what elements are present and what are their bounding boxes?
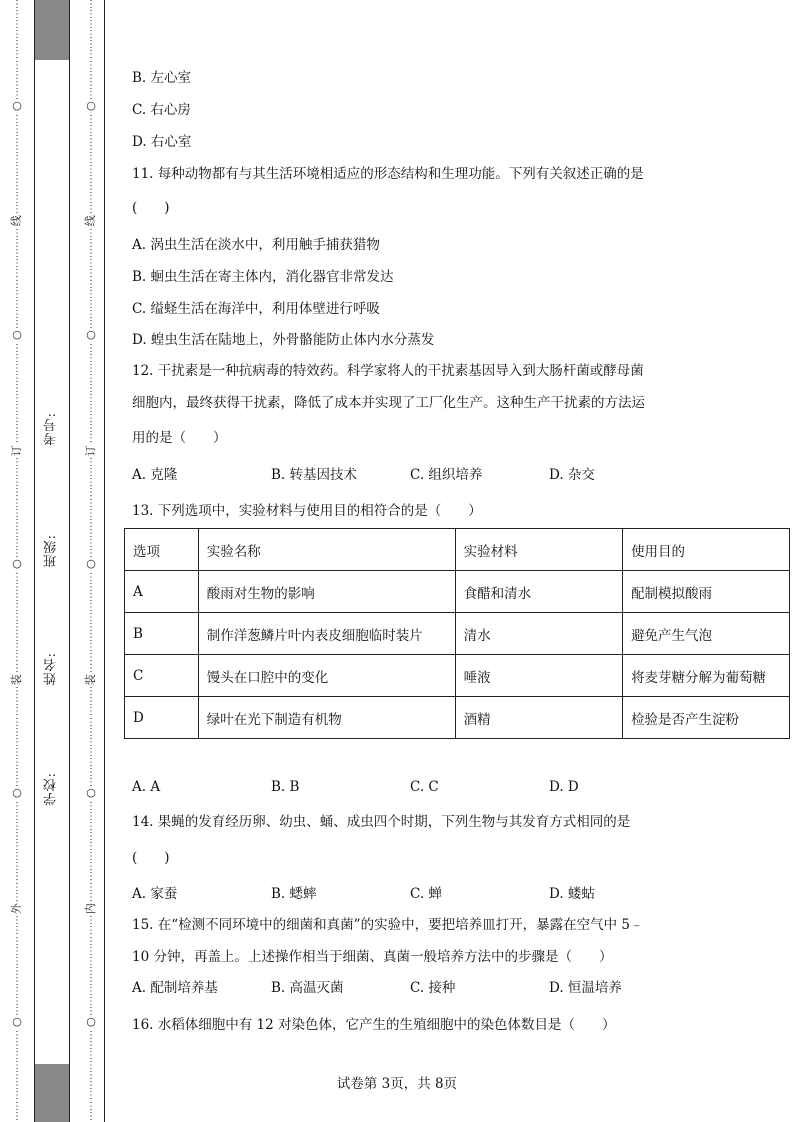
binding-dot: ⋮	[86, 39, 96, 51]
binding-dot: ⋮	[12, 278, 22, 290]
binding-dot: ⋮	[86, 457, 96, 469]
binding-dot: ⋮	[12, 194, 22, 206]
binding-dot: ⋮	[86, 652, 96, 664]
binding-dot: ⋮	[12, 318, 22, 330]
binding-dot: ⋮	[86, 288, 96, 300]
binding-dot: ⋮	[12, 612, 22, 624]
binding-dot: ⋮	[12, 726, 22, 738]
binding-dot: ⋮	[86, 352, 96, 364]
binding-dot: ⋮	[86, 143, 96, 155]
binding-dot: ⋮	[86, 0, 96, 10]
q11-option-c: C. 缢蛏生活在海洋中，利用体壁进行呼吸	[132, 301, 380, 317]
binding-dot: ⋮	[86, 955, 96, 967]
table-cell: 酸雨对生物的影响	[198, 571, 455, 613]
binding-dot: ⋮	[12, 248, 22, 260]
binding-dot: ⋮	[12, 1029, 22, 1041]
binding-dot: ⋮	[12, 238, 22, 250]
binding-dot: ⋮	[86, 841, 96, 853]
binding-dot: ⋮	[86, 228, 96, 240]
binding-dot: ⋮	[86, 527, 96, 539]
binding-dot: ⋮	[86, 153, 96, 165]
binding-dot: ⋮	[86, 1029, 96, 1041]
binding-dot: ⋮	[12, 871, 22, 883]
binding-dot: ⋮	[12, 841, 22, 853]
binding-dot: ⋮	[12, 602, 22, 614]
binding-dot: ⋮	[86, 164, 96, 176]
q13-stem: 13. 下列选项中，实验材料与使用目的相符合的是（ ）	[132, 503, 482, 519]
table-row	[125, 697, 790, 739]
binding-dot: ⋮	[86, 935, 96, 947]
binding-dot: ⋮	[12, 123, 22, 135]
binding-dot: ⋮	[86, 1060, 96, 1072]
binding-dot: ⋮	[12, 164, 22, 176]
binding-dot: ⋮	[12, 507, 22, 519]
binding-circle: ○	[12, 786, 22, 800]
binding-dot: ⋮	[12, 935, 22, 947]
binding-dot: ⋮	[12, 467, 22, 479]
binding-dot: ⋮	[86, 123, 96, 135]
binding-dot: ⋮	[12, 19, 22, 31]
binding-dot: ⋮	[12, 352, 22, 364]
binding-dot: ⋮	[86, 248, 96, 260]
field-school: 学校:	[44, 772, 59, 806]
q12-stem-line-1: 12. 干扰素是一种抗病毒的特效药。科学家将人的干扰素基因导入到大肠杆菌或酵母菌	[132, 363, 644, 379]
binding-dot: ⋮	[12, 1070, 22, 1082]
binding-dot: ⋮	[86, 821, 96, 833]
binding-dot: ⋮	[86, 756, 96, 768]
binding-marker: 订	[10, 444, 22, 458]
q13-option-d: D. D	[549, 779, 579, 795]
q11-bracket: ( )	[132, 200, 170, 216]
q15-option-c: C. 接种	[410, 980, 456, 996]
binding-dot: ⋮	[12, 996, 22, 1008]
binding-dot: ⋮	[86, 581, 96, 593]
binding-dot: ⋮	[86, 716, 96, 728]
binding-dot: ⋮	[86, 622, 96, 634]
binding-dot: ⋮	[86, 298, 96, 310]
binding-dot: ⋮	[12, 810, 22, 822]
binding-dot: ⋮	[86, 278, 96, 290]
binding-dot: ⋮	[12, 622, 22, 634]
table-header-cell: 实验材料	[455, 529, 622, 571]
binding-dot: ⋮	[86, 726, 96, 738]
q11-option-b: B. 蛔虫生活在寄主体内，消化器官非常发达	[132, 269, 394, 285]
binding-dot: ⋮	[86, 1100, 96, 1112]
table-cell: A	[125, 571, 199, 613]
q14-option-b: B. 蟋蟀	[271, 886, 317, 902]
q12-stem-line-2: 细胞内，最终获得干扰素，降低了成本并实现了工厂化生产。这种生产干扰素的方法运	[132, 395, 645, 411]
binding-dot: ⋮	[12, 851, 22, 863]
binding-dot: ⋮	[12, 861, 22, 873]
binding-dot: ⋮	[12, 308, 22, 320]
binding-dot: ⋮	[12, 298, 22, 310]
binding-dot: ⋮	[86, 413, 96, 425]
q15-option-a: A. 配制培养基	[132, 980, 218, 996]
binding-dot: ⋮	[86, 975, 96, 987]
binding-dot: ⋮	[86, 996, 96, 1008]
binding-marker: 外	[10, 902, 22, 916]
binding-dot: ⋮	[86, 507, 96, 519]
table-cell: 食醋和清水	[455, 571, 622, 613]
binding-dot: ⋮	[12, 831, 22, 843]
field-name: 姓名:	[44, 652, 59, 686]
table-row	[125, 571, 790, 613]
binding-dot: ⋮	[86, 258, 96, 270]
binding-dot: ⋮	[86, 915, 96, 927]
binding-dot: ⋮	[86, 1090, 96, 1102]
binding-dot: ⋮	[12, 517, 22, 529]
binding-dot: ⋮	[12, 800, 22, 812]
page-footer: 试卷第 3页，共 8页	[336, 1076, 458, 1092]
q14-option-d: D. 蝼蛄	[549, 886, 595, 902]
binding-dot: ⋮	[86, 497, 96, 509]
binding-dot: ⋮	[12, 686, 22, 698]
binding-dot: ⋮	[12, 965, 22, 977]
binding-dot: ⋮	[86, 423, 96, 435]
binding-dot: ⋮	[12, 228, 22, 240]
binding-circle: ○	[12, 557, 22, 571]
binding-dot: ⋮	[86, 706, 96, 718]
binding-dot: ⋮	[86, 851, 96, 863]
binding-dot: ⋮	[86, 632, 96, 644]
binding-dot: ⋮	[12, 174, 22, 186]
binding-dot: ⋮	[86, 184, 96, 196]
table-cell: 避免产生气泡	[623, 613, 790, 655]
binding-dot: ⋮	[12, 881, 22, 893]
binding-dot: ⋮	[86, 318, 96, 330]
binding-dot: ⋮	[12, 288, 22, 300]
binding-dot: ⋮	[86, 891, 96, 903]
binding-dot: ⋮	[12, 69, 22, 81]
q11-option-d: D. 蝗虫生活在陆地上，外骨骼能防止体内水分蒸发	[132, 332, 435, 348]
binding-dot: ⋮	[86, 1050, 96, 1062]
binding-dot: ⋮	[12, 393, 22, 405]
binding-dot: ⋮	[86, 602, 96, 614]
binding-dot: ⋮	[86, 1040, 96, 1052]
binding-dot: ⋮	[86, 79, 96, 91]
binding-dot: ⋮	[86, 403, 96, 415]
binding-dot: ⋮	[86, 477, 96, 489]
q15-stem-line-2: 10 分钟，再盖上。上述操作相当于细菌、真菌一般培养方法中的步骤是（ ）	[132, 949, 613, 965]
binding-dot: ⋮	[12, 0, 22, 10]
table-cell: 馒头在口腔中的变化	[198, 655, 455, 697]
binding-dot: ⋮	[86, 133, 96, 145]
q10-option-c: C. 右心房	[132, 102, 191, 118]
q15-option-d: D. 恒温培养	[549, 980, 622, 996]
field-exam-number: 考号:	[44, 412, 59, 446]
binding-dot: ⋮	[12, 39, 22, 51]
q12-option-d: D. 杂交	[549, 467, 595, 483]
binding-dot: ⋮	[86, 831, 96, 843]
binding-dot: ⋮	[86, 174, 96, 186]
binding-dot: ⋮	[12, 403, 22, 415]
q13-option-b: B. B	[271, 779, 300, 795]
binding-dot: ⋮	[12, 925, 22, 937]
binding-dot: ⋮	[12, 457, 22, 469]
binding-circle: ○	[86, 786, 96, 800]
binding-circle: ○	[12, 328, 22, 342]
binding-dot: ⋮	[12, 59, 22, 71]
binding-dot: ⋮	[86, 467, 96, 479]
binding-dot: ⋮	[86, 571, 96, 583]
binding-circle: ○	[86, 1015, 96, 1029]
binding-dot: ⋮	[12, 423, 22, 435]
binding-dot: ⋮	[12, 642, 22, 654]
binding-dot: ⋮	[86, 9, 96, 21]
binding-dot: ⋮	[86, 777, 96, 789]
binding-dot: ⋮	[12, 537, 22, 549]
binding-dot: ⋮	[86, 517, 96, 529]
table-cell: B	[125, 613, 199, 655]
q10-option-d: D. 右心室	[132, 134, 192, 150]
field-class: 班级:	[44, 534, 59, 568]
binding-dot: ⋮	[12, 204, 22, 216]
binding-dot: ⋮	[86, 861, 96, 873]
table-header-cell: 实验名称	[198, 529, 455, 571]
binding-dot: ⋮	[12, 736, 22, 748]
binding-dot: ⋮	[12, 49, 22, 61]
table-cell: 唾液	[455, 655, 622, 697]
binding-dot: ⋮	[86, 19, 96, 31]
binding-dot: ⋮	[12, 9, 22, 21]
binding-dot: ⋮	[12, 1110, 22, 1122]
binding-dot: ⋮	[86, 194, 96, 206]
binding-dot: ⋮	[86, 69, 96, 81]
binding-dot: ⋮	[12, 268, 22, 280]
binding-dot: ⋮	[12, 89, 22, 101]
binding-dot: ⋮	[86, 810, 96, 822]
q12-option-a: A. 克隆	[132, 467, 178, 483]
binding-dot: ⋮	[12, 975, 22, 987]
binding-dot: ⋮	[86, 548, 96, 560]
binding-dot: ⋮	[86, 537, 96, 549]
binding-margin	[0, 0, 34, 1122]
binding-dot: ⋮	[12, 548, 22, 560]
binding-dot: ⋮	[86, 393, 96, 405]
binding-dot: ⋮	[12, 362, 22, 374]
binding-dot: ⋮	[12, 591, 22, 603]
table-cell: 检验是否产生淀粉	[623, 697, 790, 739]
binding-dot: ⋮	[12, 706, 22, 718]
binding-dot: ⋮	[12, 143, 22, 155]
binding-dot: ⋮	[12, 571, 22, 583]
binding-dot: ⋮	[86, 871, 96, 883]
q12-option-c: C. 组织培养	[410, 467, 483, 483]
binding-dot: ⋮	[86, 986, 96, 998]
binding-marker: 内	[84, 902, 96, 916]
table-cell: 清水	[455, 613, 622, 655]
binding-dot: ⋮	[86, 767, 96, 779]
binding-dot: ⋮	[86, 49, 96, 61]
table-header-cell: 使用目的	[623, 529, 790, 571]
binding-circle: ○	[86, 328, 96, 342]
binding-marker: 装	[10, 673, 22, 687]
binding-dot: ⋮	[12, 1006, 22, 1018]
q16-stem: 16. 水稻体细胞中有 12 对染色体，它产生的生殖细胞中的染色体数目是（ ）	[132, 1017, 616, 1033]
table-cell: 绿叶在光下制造有机物	[198, 697, 455, 739]
binding-dot: ⋮	[86, 736, 96, 748]
q14-bracket: ( )	[132, 850, 170, 866]
binding-dot: ⋮	[12, 821, 22, 833]
binding-dot: ⋮	[86, 308, 96, 320]
q11-stem: 11. 每种动物都有与其生活环境相适应的形态结构和生理功能。下列有关叙述正确的是	[132, 166, 644, 182]
binding-dot: ⋮	[12, 1090, 22, 1102]
binding-dot: ⋮	[12, 915, 22, 927]
binding-dot: ⋮	[12, 113, 22, 125]
outer-dotted-line	[12, 0, 22, 1122]
binding-circle: ○	[12, 1015, 22, 1029]
binding-dot: ⋮	[12, 153, 22, 165]
q13-table	[124, 528, 790, 739]
binding-marker: 线	[84, 215, 96, 229]
binding-dot: ⋮	[12, 1060, 22, 1072]
binding-dot: ⋮	[12, 487, 22, 499]
table-cell: C	[125, 655, 199, 697]
binding-dot: ⋮	[86, 662, 96, 674]
binding-dot: ⋮	[86, 204, 96, 216]
q12-stem-line-3: 用的是（ ）	[132, 430, 227, 446]
binding-dot: ⋮	[86, 268, 96, 280]
binding-circle: ○	[12, 98, 22, 112]
binding-dot: ⋮	[12, 133, 22, 145]
binding-circle: ○	[86, 98, 96, 112]
binding-dot: ⋮	[86, 1006, 96, 1018]
gray-block-top	[35, 0, 69, 60]
binding-dot: ⋮	[12, 891, 22, 903]
binding-dot: ⋮	[12, 477, 22, 489]
binding-dot: ⋮	[86, 612, 96, 624]
binding-dot: ⋮	[12, 632, 22, 644]
binding-dot: ⋮	[86, 29, 96, 41]
table-header-cell: 选项	[125, 529, 199, 571]
binding-dot: ⋮	[86, 238, 96, 250]
binding-dot: ⋮	[12, 342, 22, 354]
binding-dot: ⋮	[86, 800, 96, 812]
binding-dot: ⋮	[86, 746, 96, 758]
binding-dot: ⋮	[86, 642, 96, 654]
binding-dot: ⋮	[12, 1080, 22, 1092]
q11-option-a: A. 涡虫生活在淡水中，利用触手捕获猎物	[132, 237, 380, 253]
q13-option-a: A. A	[132, 779, 161, 795]
binding-dot: ⋮	[86, 383, 96, 395]
binding-dot: ⋮	[86, 89, 96, 101]
binding-dot: ⋮	[12, 662, 22, 674]
q15-stem-line-1: 15. 在“检测不同环境中的细菌和真菌”的实验中，要把培养皿打开，暴露在空气中 5﹣	[132, 917, 644, 933]
q15-option-b: B. 高温灭菌	[271, 980, 344, 996]
binding-dot: ⋮	[12, 756, 22, 768]
binding-dot: ⋮	[86, 925, 96, 937]
q14-option-c: C. 蝉	[410, 886, 442, 902]
inner-border-line	[104, 0, 105, 1122]
binding-dot: ⋮	[86, 1110, 96, 1122]
binding-dot: ⋮	[12, 497, 22, 509]
binding-dot: ⋮	[12, 767, 22, 779]
binding-dot: ⋮	[12, 413, 22, 425]
binding-dot: ⋮	[12, 433, 22, 445]
binding-dot: ⋮	[12, 986, 22, 998]
binding-dot: ⋮	[86, 113, 96, 125]
binding-dot: ⋮	[12, 372, 22, 384]
table-cell: 酒精	[455, 697, 622, 739]
binding-dot: ⋮	[86, 591, 96, 603]
binding-dot: ⋮	[12, 79, 22, 91]
binding-dot: ⋮	[12, 652, 22, 664]
inner-dotted-line	[86, 0, 96, 1122]
q12-option-b: B. 转基因技术	[271, 467, 358, 483]
binding-marker: 线	[10, 215, 22, 229]
binding-dot: ⋮	[12, 777, 22, 789]
table-cell: 配制模拟酸雨	[623, 571, 790, 613]
binding-dot: ⋮	[12, 184, 22, 196]
binding-dot: ⋮	[86, 487, 96, 499]
q10-option-b: B. 左心室	[132, 70, 192, 86]
binding-dot: ⋮	[12, 1050, 22, 1062]
binding-dot: ⋮	[86, 965, 96, 977]
binding-marker: 装	[84, 673, 96, 687]
binding-dot: ⋮	[12, 1040, 22, 1052]
q13-option-c: C. C	[410, 779, 439, 795]
table-cell: 将麦芽糖分解为葡萄糖	[623, 655, 790, 697]
binding-dot: ⋮	[12, 1100, 22, 1112]
binding-dot: ⋮	[86, 696, 96, 708]
binding-dot: ⋮	[86, 433, 96, 445]
table-header-row	[125, 529, 790, 571]
q14-stem: 14. 果蝇的发育经历卵、幼虫、蛹、成虫四个时期，下列生物与其发育方式相同的是	[132, 814, 631, 830]
binding-dot: ⋮	[86, 362, 96, 374]
binding-dot: ⋮	[86, 945, 96, 957]
binding-dot: ⋮	[86, 881, 96, 893]
binding-dot: ⋮	[12, 955, 22, 967]
binding-dot: ⋮	[12, 258, 22, 270]
binding-dot: ⋮	[12, 945, 22, 957]
binding-dot: ⋮	[86, 342, 96, 354]
binding-dot: ⋮	[12, 696, 22, 708]
binding-marker: 订	[84, 444, 96, 458]
binding-dot: ⋮	[12, 746, 22, 758]
binding-dot: ⋮	[86, 59, 96, 71]
q14-option-a: A. 家蚕	[132, 886, 178, 902]
binding-dot: ⋮	[12, 581, 22, 593]
binding-dot: ⋮	[12, 716, 22, 728]
table-cell: 制作洋葱鳞片叶内表皮细胞临时装片	[198, 613, 455, 655]
table-cell: D	[125, 697, 199, 739]
binding-dot: ⋮	[12, 29, 22, 41]
binding-dot: ⋮	[12, 527, 22, 539]
binding-dot: ⋮	[12, 383, 22, 395]
binding-dot: ⋮	[86, 1070, 96, 1082]
table-row	[125, 655, 790, 697]
binding-dot: ⋮	[86, 372, 96, 384]
table-row	[125, 613, 790, 655]
binding-dot: ⋮	[86, 1080, 96, 1092]
binding-dot: ⋮	[86, 686, 96, 698]
binding-circle: ○	[86, 557, 96, 571]
